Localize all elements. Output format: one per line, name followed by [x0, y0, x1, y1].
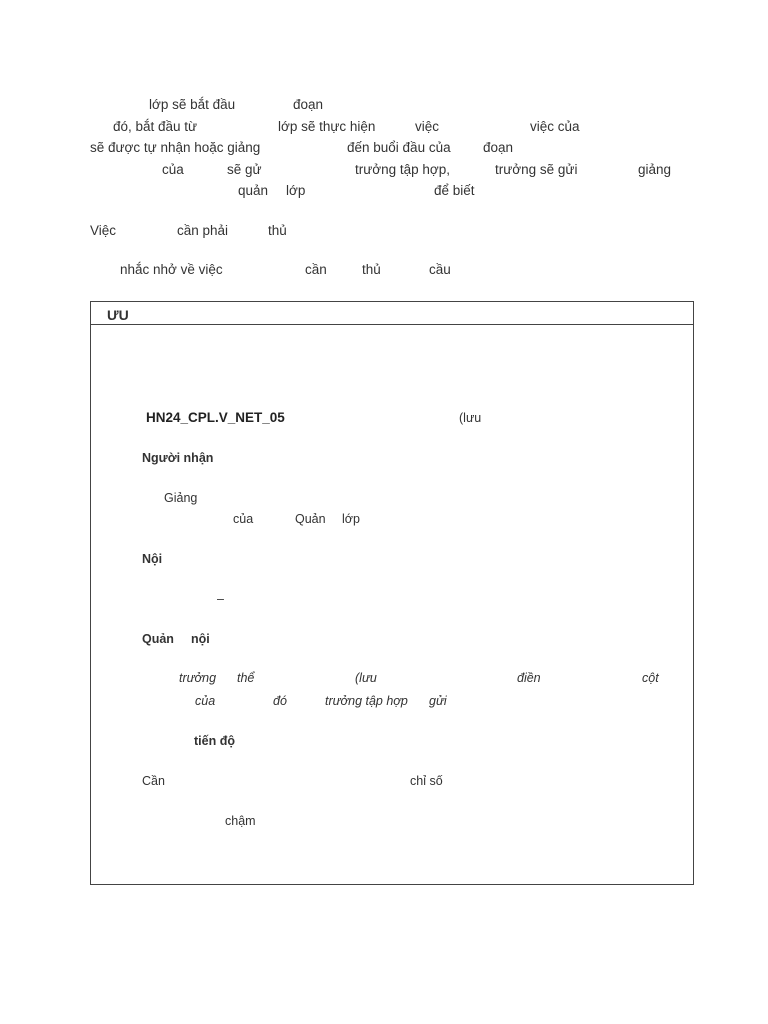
intro-text: giảng: [638, 162, 672, 177]
intro-text: lớp: [286, 183, 306, 198]
header-divider: [91, 324, 693, 325]
intro-text: việc: [415, 119, 440, 134]
index-text: chỉ số: [410, 774, 443, 788]
italic-note: điền: [517, 671, 541, 685]
italic-note: trưởng tập hợp: [325, 694, 408, 708]
italic-note: của: [195, 694, 216, 708]
italic-note: thể: [237, 671, 255, 685]
recipient-label: Người nhận: [142, 451, 214, 465]
late-text: chậm: [225, 814, 256, 828]
intro-text: lớp sẽ bắt đầu: [149, 97, 236, 112]
paragraph-text: cầu: [429, 262, 451, 277]
need-text: Cần: [142, 774, 165, 788]
progress-label: tiến độ: [194, 734, 235, 748]
paragraph-text: thủ: [268, 223, 287, 238]
content-label: Nội: [142, 552, 163, 566]
intro-text: trưởng tập hợp,: [355, 162, 451, 177]
intro-text: đoạn: [293, 97, 324, 112]
intro-text: sẽ được tự nhận hoặc giảng: [90, 140, 261, 155]
recipient-text: Giảng: [164, 491, 198, 505]
recipient-text: Quản: [295, 512, 326, 526]
paragraph-text: Việc: [90, 223, 117, 238]
recipient-text: lớp: [342, 512, 360, 526]
intro-text: việc của: [530, 119, 580, 134]
intro-text: sẽ gử: [227, 162, 262, 177]
note-box: [90, 301, 694, 885]
manage-label: nội: [191, 632, 210, 646]
note-box-header: ƯU: [107, 307, 129, 323]
italic-note: gửi: [429, 694, 447, 708]
paragraph-text: cần phải: [177, 223, 229, 238]
italic-note: trưởng: [179, 671, 217, 685]
italic-note: cột: [642, 671, 659, 685]
intro-text: trưởng sẽ gửi: [495, 162, 578, 177]
paragraph-text: thủ: [362, 262, 381, 277]
paragraph-text: cần: [305, 262, 327, 277]
intro-text: để biết: [434, 183, 475, 198]
dash-text: –: [217, 592, 224, 606]
intro-text: đoạn: [483, 140, 514, 155]
italic-note: (lưu: [355, 671, 377, 685]
intro-text: lớp sẽ thực hiện: [278, 119, 376, 134]
class-code: HN24_CPL.V_NET_05: [146, 410, 285, 425]
recipient-text: của: [233, 512, 254, 526]
intro-text: quản: [238, 183, 269, 198]
intro-text: đó, bắt đầu từ: [113, 119, 198, 134]
class-note: (lưu: [459, 411, 482, 425]
manage-label: Quản: [142, 632, 174, 646]
italic-note: đó: [273, 694, 287, 708]
paragraph-text: nhắc nhở về việc: [120, 262, 223, 277]
intro-text: của: [162, 162, 184, 177]
intro-text: đến buổi đầu của: [347, 140, 451, 155]
